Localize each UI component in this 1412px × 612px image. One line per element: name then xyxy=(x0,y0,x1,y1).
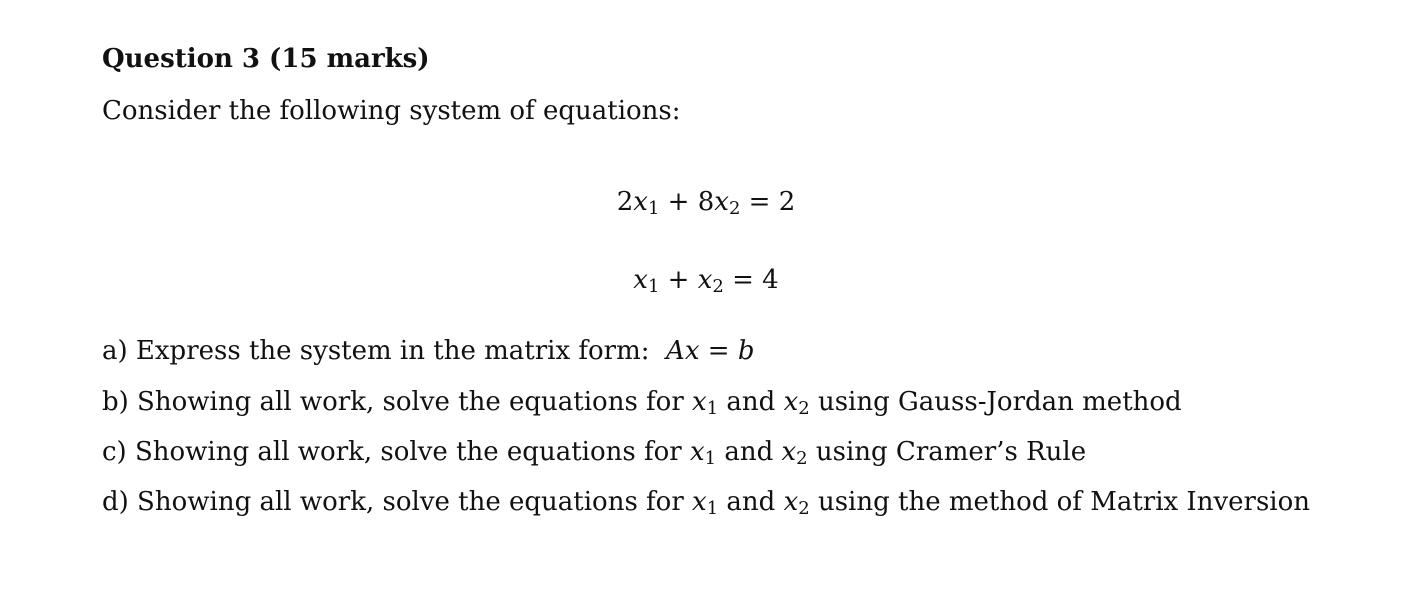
part-c-var2-subscript: 2 xyxy=(796,448,808,469)
part-a-math-equals: = xyxy=(699,336,738,366)
equation-2-operator: + xyxy=(659,265,698,295)
part-d-var2-subscript: 2 xyxy=(798,498,810,519)
part-d-var1 xyxy=(692,487,718,517)
question-intro: Consider the following system of equations: xyxy=(102,96,681,126)
part-c-var1-letter: x xyxy=(689,437,705,467)
part-b-var2-letter: x xyxy=(783,387,799,417)
equation-1-coef2: 8 xyxy=(697,187,715,217)
equation-1 xyxy=(0,187,1412,217)
equation-1-var1 xyxy=(633,187,659,217)
part-c-prefix: c) Showing all work, solve the equations for xyxy=(102,437,690,467)
part-c xyxy=(102,437,1086,467)
question-heading: Question 3 (15 marks) xyxy=(102,44,430,74)
part-b-prefix: b) Showing all work, solve the equations for xyxy=(102,387,693,417)
equation-1-var1-subscript: 1 xyxy=(647,198,660,219)
part-d-var1-subscript: 1 xyxy=(706,498,719,519)
part-d-var1-letter: x xyxy=(692,487,707,517)
part-d xyxy=(102,487,1310,517)
part-d-prefix: d) Showing all work, solve the equations for xyxy=(102,487,693,517)
equation-1-var2 xyxy=(714,187,740,217)
part-d-var2-letter: x xyxy=(783,487,799,517)
part-d-suffix: using the method of Matrix Inversion xyxy=(809,487,1311,517)
equation-2-var1 xyxy=(633,265,659,295)
part-c-suffix: using Cramer’s Rule xyxy=(807,437,1087,467)
part-b-var2 xyxy=(784,387,810,417)
equation-1-coef1: 2 xyxy=(616,187,634,217)
part-b-var1-letter: x xyxy=(692,387,707,417)
equation-2-rhs: = 4 xyxy=(723,265,779,295)
part-d-var2 xyxy=(784,487,810,517)
equation-2-var2-subscript: 2 xyxy=(712,276,724,297)
equation-1-var2-subscript: 2 xyxy=(728,198,741,219)
equation-1-rhs: = 2 xyxy=(740,187,796,217)
part-b-var1-subscript: 1 xyxy=(706,398,719,419)
part-a-text: a) Express the system in the matrix form: xyxy=(102,336,667,366)
part-b-mid: and xyxy=(718,387,784,417)
part-b-var2-subscript: 2 xyxy=(798,398,810,419)
part-c-var2-letter: x xyxy=(781,437,797,467)
equation-2-var2-letter: x xyxy=(697,265,713,295)
equation-2-var2 xyxy=(698,265,724,295)
part-b-suffix: using Gauss-Jordan method xyxy=(809,387,1182,417)
part-a xyxy=(102,336,754,366)
equation-2-var1-subscript: 1 xyxy=(647,276,660,297)
part-b xyxy=(102,387,1182,417)
part-c-var1 xyxy=(690,437,716,467)
part-a-math-b: b xyxy=(737,336,755,366)
equation-2-var1-letter: x xyxy=(633,265,648,295)
equation-1-var1-letter: x xyxy=(633,187,648,217)
equation-2 xyxy=(0,265,1412,295)
part-a-math-x: x xyxy=(684,336,700,366)
part-a-math-A: A xyxy=(666,336,685,366)
part-c-var1-subscript: 1 xyxy=(704,448,717,469)
equation-1-var2-letter: x xyxy=(714,187,729,217)
equation-1-operator: + xyxy=(659,187,698,217)
part-c-mid: and xyxy=(716,437,782,467)
part-d-mid: and xyxy=(718,487,784,517)
part-c-var2 xyxy=(781,437,807,467)
part-b-var1 xyxy=(692,387,718,417)
